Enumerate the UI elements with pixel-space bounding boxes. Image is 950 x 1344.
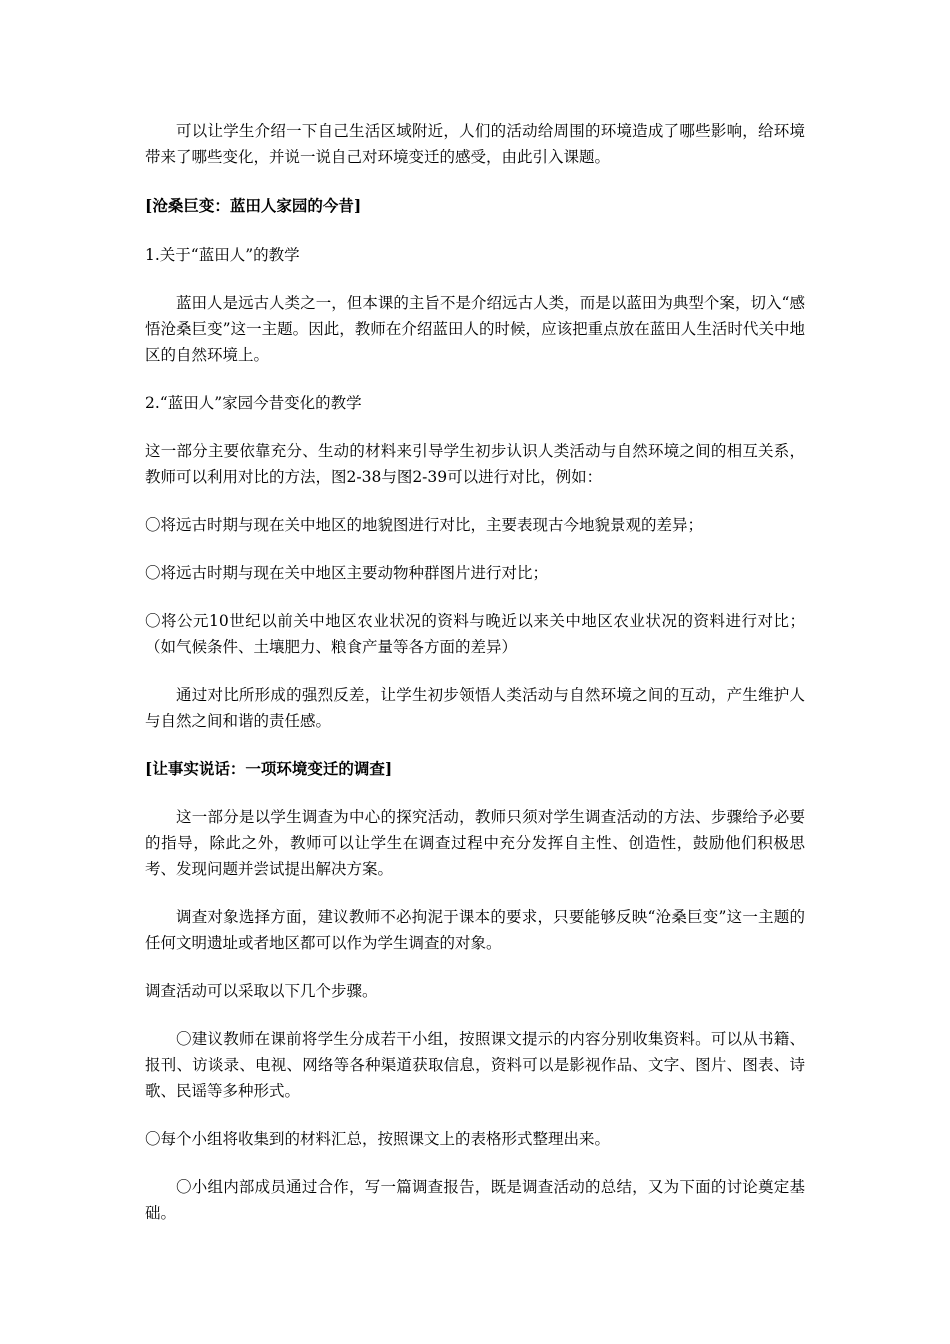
comparison-intro-paragraph: 这一部分主要依靠充分、生动的材料来引导学生初步认识人类活动与自然环境之间的相互关系，教师可以利用对比的方法，图2-38与图2-39可以进行对比，例如： <box>145 442 805 486</box>
survey-activity-paragraph: 这一部分是以学生调查为中心的探究活动，教师只须对学生调查活动的方法、步骤给予必要的指导，除此之外，教师可以让学生在调查过程中充分发挥自主性、创造性，鼓励他们积极思考、发现问题并尝试提出解决方案。 <box>145 808 805 878</box>
step-organize-materials: 〇每个小组将收集到的材料汇总，按照课文上的表格形式整理出来。 <box>145 1130 611 1148</box>
document-body <box>145 118 805 1226</box>
step-write-report: 〇小组内部成员通过合作，写一篇调查报告，既是调查活动的总结，又为下面的讨论奠定基础。 <box>145 1178 805 1222</box>
survey-steps-intro: 调查活动可以采取以下几个步骤。 <box>145 982 378 1000</box>
bullet-landform-comparison: 〇将远古时期与现在关中地区的地貌图进行对比，主要表现古今地貌景观的差异； <box>145 516 704 534</box>
section-heading-survey: [让事实说话：一项环境变迁的调查] <box>145 759 393 778</box>
bullet-animal-comparison: 〇将远古时期与现在关中地区主要动物种群图片进行对比； <box>145 564 549 582</box>
subheading-home-changes: 2.“蓝田人”家园今昔变化的教学 <box>145 394 362 412</box>
subheading-lantian-teaching: 1.关于“蓝田人”的教学 <box>145 246 300 264</box>
contrast-paragraph: 通过对比所形成的强烈反差，让学生初步领悟人类活动与自然环境之间的互动，产生维护人与自然之间和谐的责任感。 <box>145 686 805 730</box>
survey-object-paragraph: 调查对象选择方面，建议教师不必拘泥于课本的要求，只要能够反映“沧桑巨变”这一主题的任何文明遗址或者地区都可以作为学生调查的对象。 <box>145 908 805 952</box>
lantian-paragraph: 蓝田人是远古人类之一，但本课的主旨不是介绍远古人类，而是以蓝田为典型个案，切入“感悟沧桑巨变”这一主题。因此，教师在介绍蓝田人的时候，应该把重点放在蓝田人生活时代关中地区的自然环境上。 <box>145 294 805 364</box>
step-collect-materials: 〇建议教师在课前将学生分成若干小组，按照课文提示的内容分别收集资料。可以从书籍、报刊、访谈录、电视、网络等各种渠道获取信息，资料可以是影视作品、文字、图片、图表、诗歌、民谣等多种形式。 <box>145 1030 805 1100</box>
bullet-agriculture-comparison: 〇将公元10世纪以前关中地区农业状况的资料与晚近以来关中地区农业状况的资料进行对比；（如气候条件、土壤肥力、粮食产量等各方面的差异） <box>145 612 805 656</box>
section-heading-lantian: [沧桑巨变：蓝田人家园的今昔] <box>145 196 362 215</box>
intro-paragraph: 可以让学生介绍一下自己生活区域附近，人们的活动给周围的环境造成了哪些影响，给环境带来了哪些变化，并说一说自己对环境变迁的感受，由此引入课题。 <box>145 122 805 166</box>
